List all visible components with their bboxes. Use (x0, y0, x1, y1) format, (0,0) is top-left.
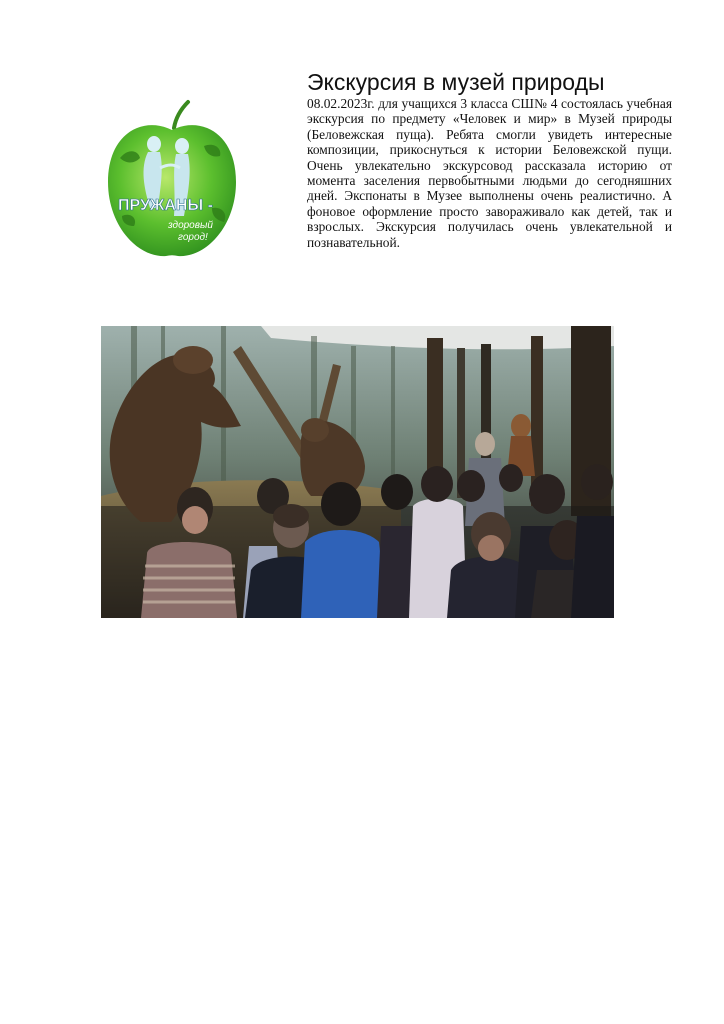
logo-subtitle-1: здоровый (168, 220, 213, 231)
logo-subtitle-2: город! (178, 232, 208, 243)
museum-diorama-image (101, 326, 614, 618)
article-body: 08.02.2023г. для учащихся 3 класса СШ№ 4 состоялась учебная экскурсия по предмету «Человек и мир» в Музей природы (Беловежская пуща). Ребята смогли увидеть интересные композиции, прикоснуться к истории Беловежской пущи. Очень увлекательно экскурсовод рассказала историю от момента заселения первобытными людьми до сегодняшних дней. Экспонаты в Музее выполнены очень реалистично. А фоновое оформление просто завораживало как детей, так и взрослых. Экскурсия получилась очень увлекательной и познавательной. (307, 96, 672, 250)
logo-title: ПРУЖАНЫ - (118, 197, 213, 214)
article (307, 68, 672, 250)
museum-photo (101, 326, 614, 618)
apple-logo-icon (104, 98, 240, 262)
article-title: Экскурсия в музей природы (307, 69, 605, 95)
pruzhany-logo (104, 98, 240, 262)
